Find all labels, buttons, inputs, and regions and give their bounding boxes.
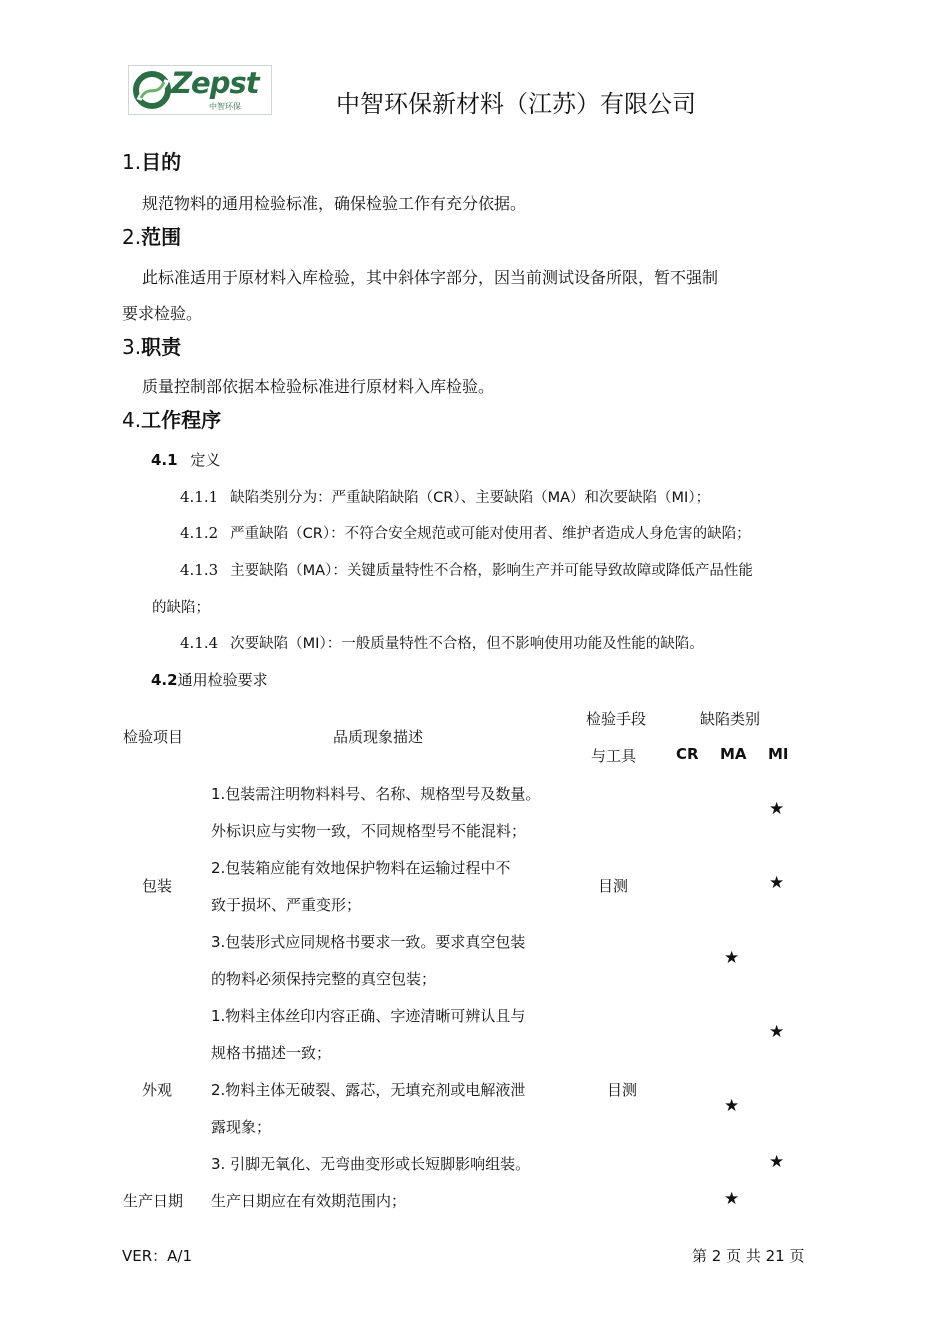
- table-header-ma: MA: [720, 745, 747, 763]
- subsection-number: 4.1: [151, 451, 178, 469]
- table-row-item-packaging: 包装: [142, 877, 173, 895]
- table-row-description: 1.包装需注明物料料号、名称、规格型号及数量。: [211, 785, 541, 803]
- defect-mark-ma-star-icon: ★: [724, 1096, 740, 1116]
- subsection-number: 4.2: [151, 671, 178, 689]
- table-row-description: 生产日期应在有效期范围内；: [211, 1192, 407, 1210]
- item-text: 缺陷类别分为：严重缺陷缺陷（CR）、主要缺陷（MA）和次要缺陷（MI）；: [230, 490, 711, 506]
- defect-mark-mi-star-icon: ★: [769, 1152, 785, 1172]
- section-3-body: 质量控制部依据本检验标准进行原材料入库检验。: [142, 377, 495, 396]
- item-number: 4.1.2: [180, 524, 219, 542]
- section-2-body-line-1: 此标准适用于原材料入库检验，其中斜体字部分，因当前测试设备所限，暂不强制: [142, 268, 719, 287]
- table-header-description: 品质现象描述: [333, 728, 424, 746]
- table-row-description: 3. 引脚无氧化、无弯曲变形或长短脚影响组装。: [211, 1155, 531, 1173]
- section-1-heading: [122, 146, 181, 175]
- table-header-tool-line-1: 检验手段: [586, 710, 647, 728]
- item-text: 次要缺陷（MI）：一般质量特性不合格，但不影响使用功能及性能的缺陷。: [230, 636, 704, 652]
- item-number: 4.1.3: [180, 561, 219, 579]
- table-row-item-appearance: 外观: [142, 1081, 173, 1099]
- section-number: 1.: [122, 150, 142, 174]
- logo-text: Zepst: [171, 66, 259, 100]
- logo-swirl-icon: [133, 70, 171, 110]
- item-text: 严重缺陷（CR）：不符合安全规范或可能对使用者、维护者造成人身危害的缺陷；: [230, 526, 751, 542]
- item-number: 4.1.4: [180, 634, 219, 652]
- table-header-defect-category: 缺陷类别: [700, 710, 761, 728]
- company-name: 中智环保新材料（江苏）有限公司: [336, 90, 696, 118]
- table-row-tool: 目测: [598, 877, 629, 895]
- table-row-description: 2.物料主体无破裂、露芯，无填充剂或电解液泄: [211, 1081, 526, 1099]
- table-row-tool: 目测: [607, 1081, 638, 1099]
- section-1-body: 规范物料的通用检验标准，确保检验工作有充分依据。: [142, 194, 527, 213]
- item-text: 主要缺陷（MA）：关键质量特性不合格，影响生产并可能导致故障或降低产品性能: [230, 563, 753, 579]
- subsection-title: 定义: [190, 451, 221, 469]
- section-number: 4.: [122, 408, 142, 432]
- section-title: 工作程序: [141, 408, 222, 432]
- defect-mark-mi-star-icon: ★: [769, 873, 785, 893]
- item-number: 4.1.1: [180, 488, 219, 506]
- table-row-description: 3.包装形式应同规格书要求一致。要求真空包装: [211, 933, 526, 951]
- subsection-title: 通用检验要求: [177, 671, 268, 689]
- table-row-description: 外标识应与实物一致，不同规格型号不能混料；: [211, 822, 527, 840]
- section-2-heading: [122, 221, 181, 250]
- table-header-tool-line-2: 与工具: [591, 747, 637, 765]
- section-3-heading: [122, 331, 181, 360]
- subsection-4-2-heading: [151, 669, 268, 690]
- table-row-description: 的物料必须保持完整的真空包装；: [211, 970, 437, 988]
- footer-version: VER：A/1: [122, 1247, 193, 1265]
- table-header-item: 检验项目: [123, 728, 184, 746]
- defect-mark-ma-star-icon: ★: [724, 1189, 740, 1209]
- section-number: 3.: [122, 335, 142, 359]
- definition-item: [180, 486, 710, 507]
- table-row-description: 致于损坏、严重变形；: [211, 896, 362, 914]
- table-row-description: 1.物料主体丝印内容正确、字迹清晰可辨认且与: [211, 1007, 526, 1025]
- table-row-description: 规格书描述一致；: [211, 1044, 332, 1062]
- definition-item: [180, 522, 751, 543]
- section-title: 职责: [141, 335, 182, 359]
- definition-item: [180, 559, 753, 580]
- footer-page-number: 第 2 页 共 21 页: [692, 1247, 805, 1265]
- subsection-4-1-heading: [151, 449, 220, 470]
- table-row-description: 2.包装箱应能有效地保护物料在运输过程中不: [211, 859, 511, 877]
- table-row-item-production-date: 生产日期: [123, 1192, 184, 1210]
- section-title: 目的: [141, 150, 182, 174]
- defect-mark-mi-star-icon: ★: [769, 1022, 785, 1042]
- section-2-body-line-2: 要求检验。: [122, 304, 203, 323]
- logo-subtext: 中智环保: [209, 102, 241, 111]
- section-title: 范围: [141, 225, 182, 249]
- defect-mark-ma-star-icon: ★: [724, 948, 740, 968]
- table-header-cr: CR: [676, 745, 699, 763]
- table-header-mi: MI: [768, 745, 789, 763]
- section-number: 2.: [122, 225, 142, 249]
- company-logo: [128, 65, 272, 115]
- defect-mark-mi-star-icon: ★: [769, 799, 785, 819]
- definition-item: [180, 632, 704, 653]
- table-row-description: 露现象；: [211, 1118, 272, 1136]
- definition-item-continuation: 的缺陷；: [152, 600, 210, 616]
- section-4-heading: [122, 404, 221, 433]
